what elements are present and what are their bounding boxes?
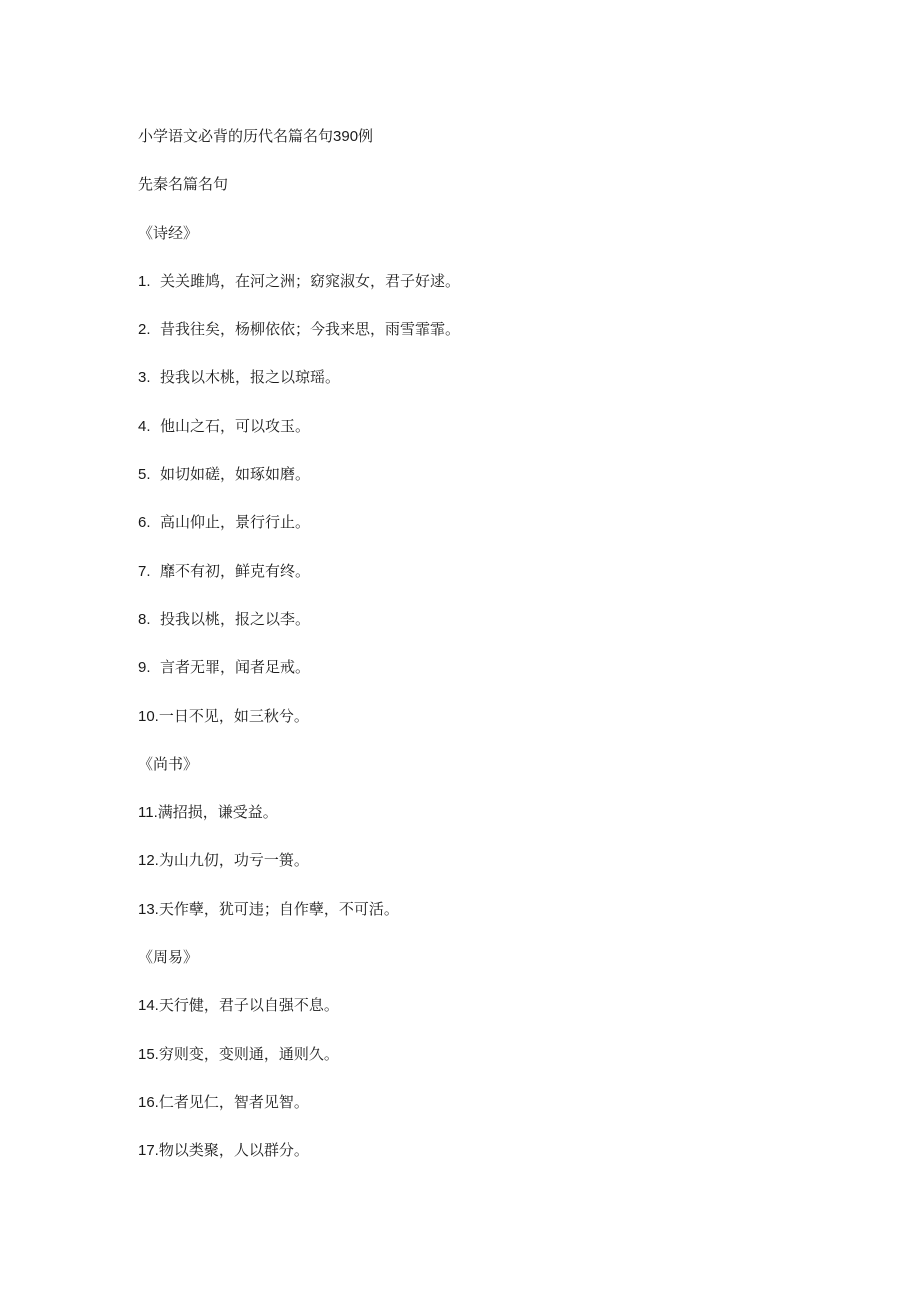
- document-title: [138, 122, 838, 170]
- item-text: 高山仰止，景行行止。: [160, 513, 311, 532]
- item-text: 穷则变，变则通，通则久。: [158, 1044, 339, 1063]
- item-text: 天作孽，犹可违；自作孽，不可活。: [158, 899, 399, 918]
- list-item: [138, 1136, 838, 1184]
- book-heading-shijing: 《诗经》: [138, 223, 199, 242]
- list-item: [138, 605, 838, 653]
- book-heading-zhouyi: 《周易》: [138, 948, 199, 967]
- list-item: [138, 412, 838, 460]
- item-number: 10.: [138, 707, 159, 725]
- item-number: 14.: [138, 997, 159, 1015]
- list-item: [138, 991, 838, 1039]
- list-item: [138, 460, 838, 508]
- list-item: [138, 508, 838, 556]
- item-text: 物以类聚，人以群分。: [158, 1141, 309, 1160]
- item-text: 仁者见仁，智者见智。: [158, 1092, 309, 1111]
- list-item: [138, 267, 838, 315]
- section-heading: 先秦名篇名句: [138, 175, 229, 194]
- item-number: 7.: [138, 562, 151, 580]
- list-item: [138, 557, 838, 605]
- item-number: 3.: [138, 369, 151, 387]
- item-number: 6.: [138, 514, 151, 532]
- item-text: 昔我往矣，杨柳依依；今我来思，雨雪霏霏。: [160, 320, 461, 339]
- item-number: 13.: [138, 900, 159, 918]
- item-number: 2.: [138, 321, 151, 339]
- list-item: [138, 846, 838, 894]
- list-item: [138, 798, 838, 846]
- item-number: 16.: [138, 1093, 159, 1111]
- list-item: [138, 315, 838, 363]
- item-number: 1.: [138, 272, 151, 290]
- document-body: [138, 122, 838, 1185]
- item-number: 8.: [138, 610, 151, 628]
- item-text: 天行健，君子以自强不息。: [158, 996, 339, 1015]
- list-item: [138, 1040, 838, 1088]
- item-number: 12.: [138, 852, 159, 870]
- item-number: 17.: [138, 1142, 159, 1160]
- list-item: [138, 702, 838, 750]
- title-text: 小学语文必背的历代名篇名句: [138, 127, 334, 145]
- list-item: [138, 895, 838, 943]
- item-text: 言者无罪，闻者足戒。: [160, 658, 311, 677]
- list-item: [138, 1088, 838, 1136]
- item-text: 投我以桃，报之以李。: [160, 609, 311, 628]
- list-item: [138, 653, 838, 701]
- item-text: 为山九仞，功亏一篑。: [158, 851, 309, 870]
- item-number: 11.: [138, 804, 158, 822]
- title-suffix: 例: [358, 127, 374, 145]
- item-text: 投我以木桃，报之以琼瑶。: [160, 368, 341, 387]
- item-text: 一日不见，如三秋兮。: [158, 706, 309, 725]
- item-text: 他山之石，可以攻玉。: [160, 416, 311, 435]
- item-number: 5.: [138, 466, 151, 484]
- book-heading-shangshu: 《尚书》: [138, 754, 199, 773]
- item-text: 满招损，谦受益。: [157, 803, 278, 822]
- list-item: [138, 363, 838, 411]
- item-text: 如切如磋，如琢如磨。: [160, 465, 311, 484]
- item-text: 关关雎鸠，在河之洲；窈窕淑女，君子好逑。: [160, 271, 461, 290]
- item-text: 靡不有初，鲜克有终。: [160, 561, 311, 580]
- item-number: 9.: [138, 659, 151, 677]
- item-number: 15.: [138, 1045, 159, 1063]
- item-number: 4.: [138, 417, 151, 435]
- title-number: 390: [333, 128, 359, 145]
